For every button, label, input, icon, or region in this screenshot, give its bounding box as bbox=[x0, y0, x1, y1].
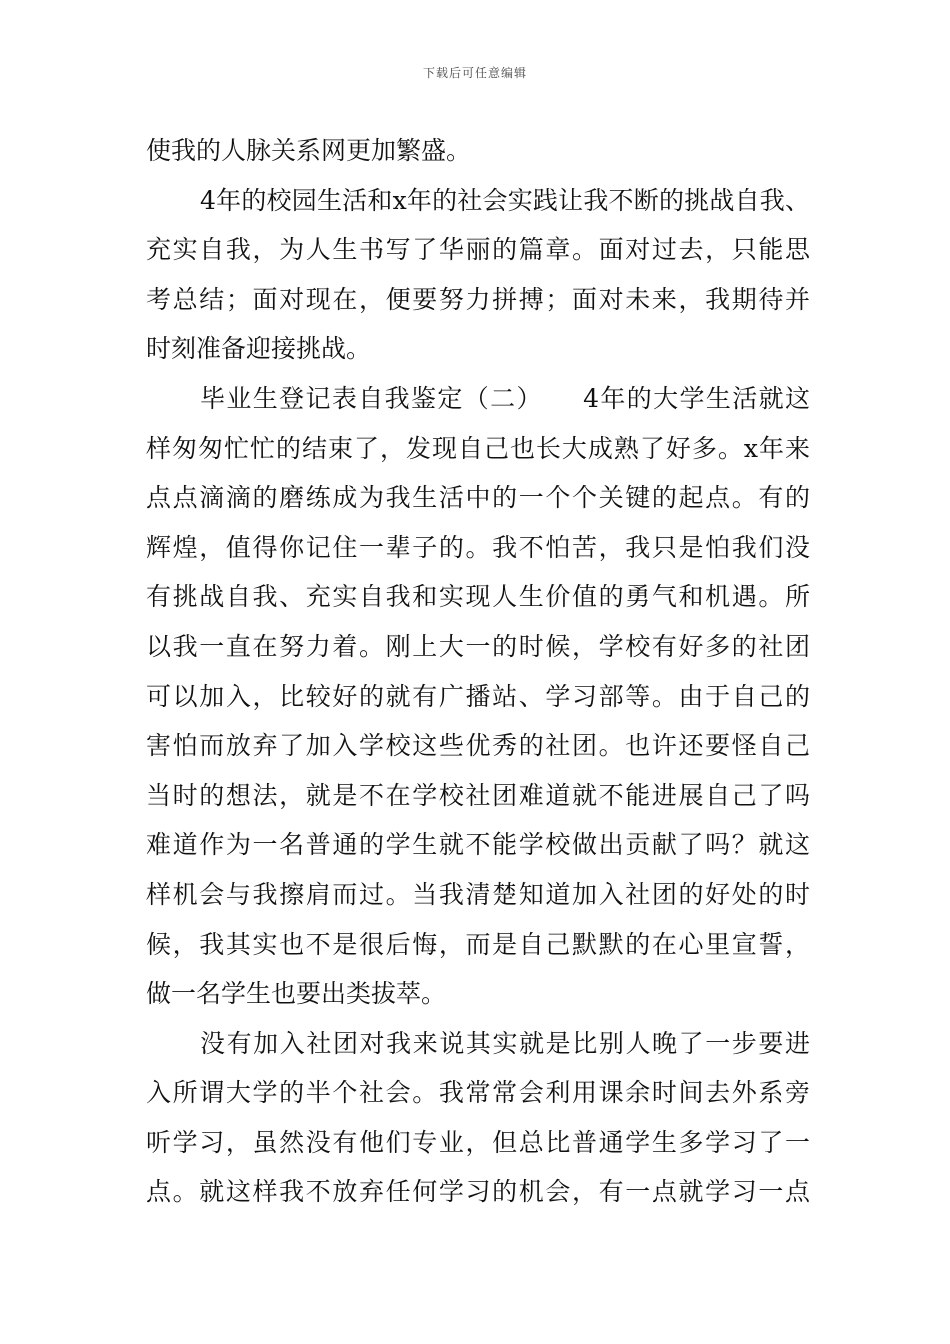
paragraph-line: 辉煌，值得你记住一辈子的。我不怕苦，我只是怕我们没 bbox=[146, 532, 810, 562]
paragraph-line: 以我一直在努力着。刚上大一的时候，学校有好多的社团 bbox=[146, 631, 810, 661]
paragraph-line: 可以加入，比较好的就有广播站、学习部等。由于自己的 bbox=[146, 681, 810, 711]
paragraph-line: 点点滴滴的磨练成为我生活中的一个个关键的起点。有的 bbox=[146, 483, 810, 513]
paragraph-line: 有挑战自我、充实自我和实现人生价值的勇气和机遇。所 bbox=[146, 582, 810, 612]
paragraph-line: 没有加入社团对我来说其实就是比别人晚了一步要进 bbox=[200, 1028, 810, 1058]
page-header: 下载后可任意编辑 bbox=[422, 66, 527, 80]
paragraph-line: 当时的想法，就是不在学校社团难道就不能进展自己了吗 bbox=[146, 780, 810, 810]
paragraph-line: 使我的人脉关系网更加繁盛。 bbox=[146, 136, 472, 165]
paragraph-line: 考总结；面对现在，便要努力拼搏；面对未来，我期待并 bbox=[146, 284, 810, 314]
paragraph-line: 点。就这样我不放弃任何学习的机会，有一点就学习一点 bbox=[146, 1177, 810, 1207]
paragraph-line: 毕业生登记表自我鉴定（二） 4年的大学生活就这 bbox=[200, 383, 810, 413]
paragraph-line: 入所谓大学的半个社会。我常常会利用课余时间去外系旁 bbox=[146, 1078, 810, 1108]
paragraph-line: 难道作为一名普通的学生就不能学校做出贡献了吗？就这 bbox=[146, 830, 810, 860]
paragraph-line: 候，我其实也不是很后悔，而是自己默默的在心里宣誓， bbox=[146, 929, 810, 959]
paragraph-line: 4年的校园生活和x年的社会实践让我不断的挑战自我、 bbox=[200, 185, 810, 215]
paragraph-line: 听学习，虽然没有他们专业，但总比普通学生多学习了一 bbox=[146, 1127, 810, 1157]
paragraph-line: 样匆匆忙忙的结束了，发现自己也长大成熟了好多。x年来 bbox=[146, 433, 810, 463]
paragraph-line: 时刻准备迎接挑战。 bbox=[146, 334, 372, 364]
paragraph-line: 害怕而放弃了加入学校这些优秀的社团。也许还要怪自己 bbox=[146, 731, 810, 761]
paragraph-line: 做一名学生也要出类拔萃。 bbox=[146, 979, 447, 1009]
paragraph-line: 样机会与我擦肩而过。当我清楚知道加入社团的好处的时 bbox=[146, 879, 810, 909]
document-body bbox=[146, 126, 810, 1217]
paragraph-line: 充实自我，为人生书写了华丽的篇章。面对过去，只能思 bbox=[146, 235, 810, 265]
